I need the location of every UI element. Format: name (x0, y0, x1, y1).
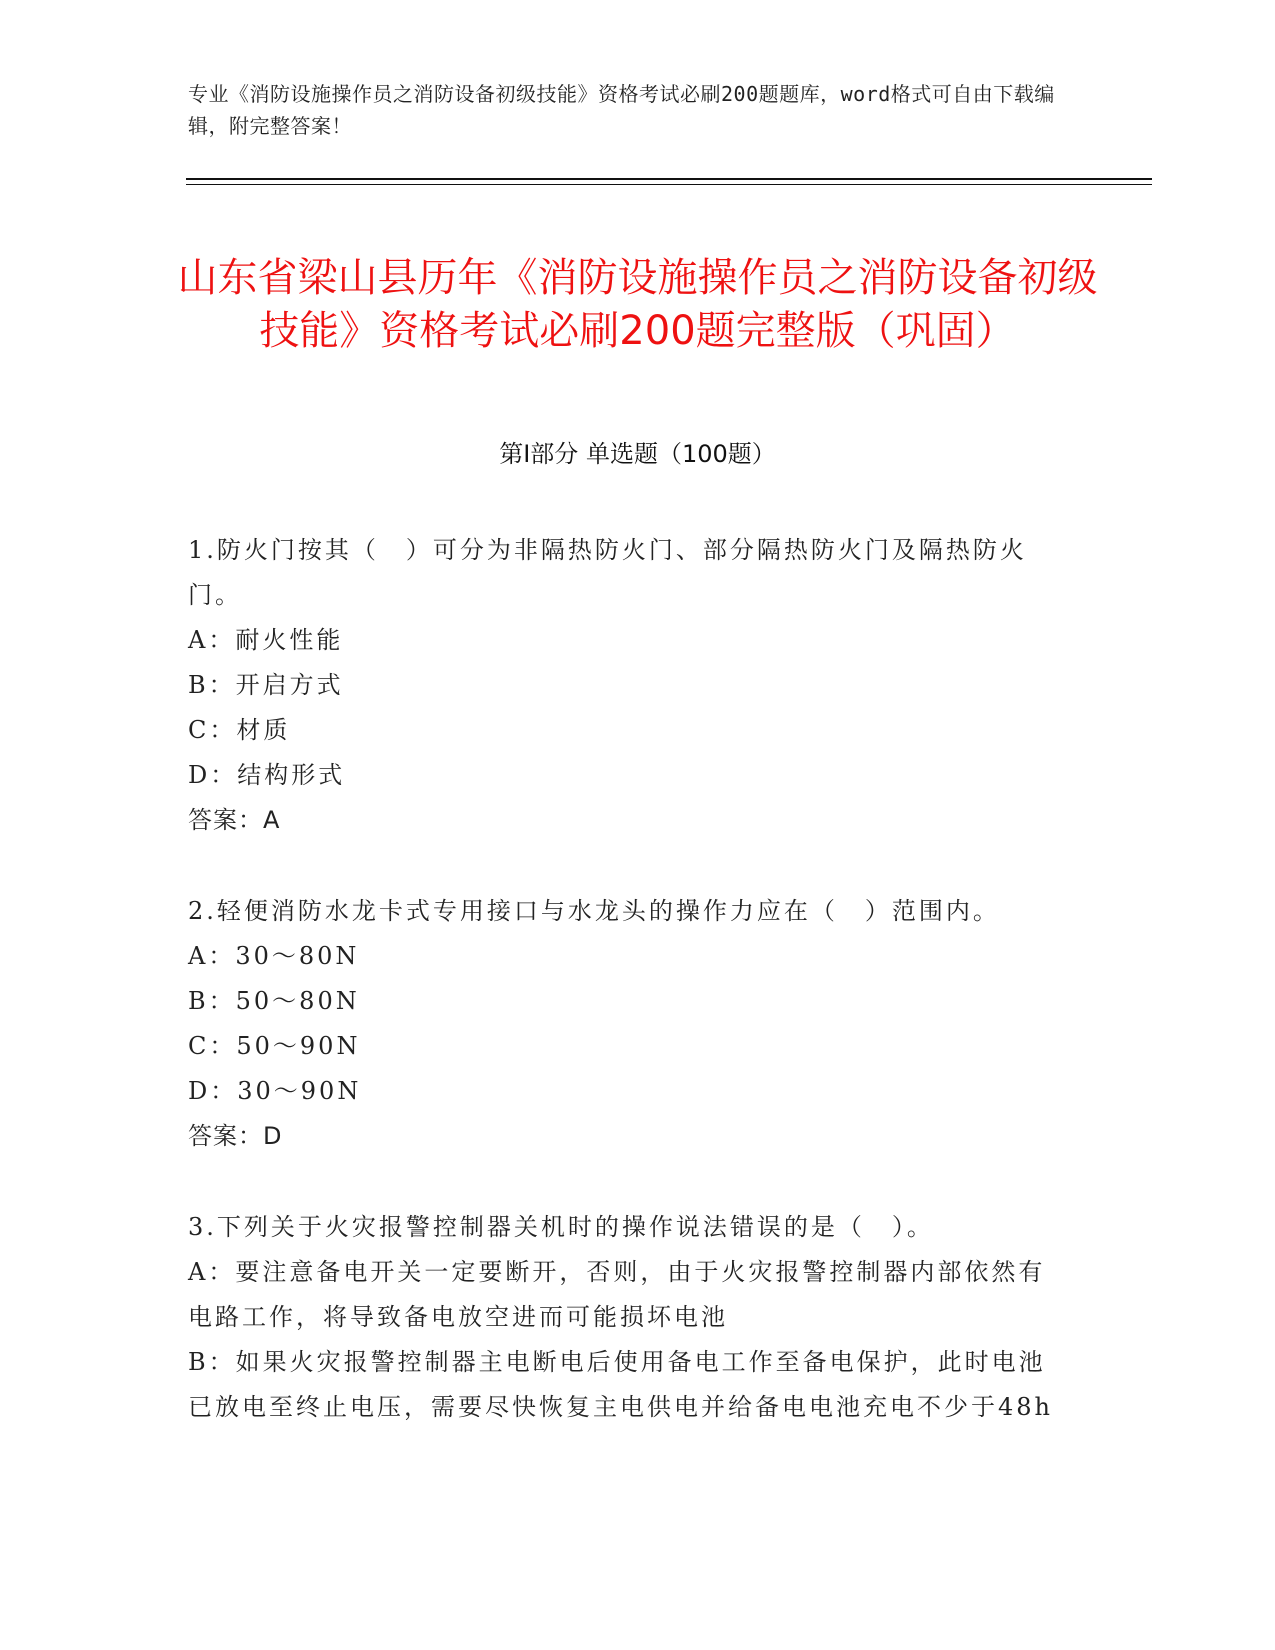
option-c: C：材质 (188, 716, 291, 744)
question-list (188, 528, 1068, 1476)
answer: 答案：A (188, 806, 281, 834)
option-b: B：如果火灾报警控制器主电断电后使用备电工作至备电保护，此时电池已放电至终止电压，需要尽快恢复主电供电并给备电电池充电不少于48h (188, 1348, 1053, 1421)
option-a: A：耐火性能 (188, 626, 344, 654)
section-heading: 第Ⅰ部分 单选题（100题） (499, 440, 776, 468)
document-title: 山东省梁山县历年《消防设施操作员之消防设备初级技能》资格考试必刷200题完整版（巩固） (177, 254, 1098, 354)
option-c: C：50～90N (188, 1032, 361, 1060)
question-stem: 3.下列关于火灾报警控制器关机时的操作说法错误的是（ ）。 (188, 1213, 934, 1241)
option-b: B：开启方式 (188, 671, 344, 699)
question-stem: 2.轻便消防水龙卡式专用接口与水龙头的操作力应在（ ）范围内。 (188, 897, 1000, 925)
header-rule-thin (186, 184, 1152, 185)
question-3 (188, 1205, 1068, 1430)
question-stem: 1.防火门按其（ ）可分为非隔热防火门、部分隔热防火门及隔热防火门。 (188, 536, 1027, 609)
option-d: D：30～90N (188, 1077, 362, 1105)
option-a: A：要注意备电开关一定要断开，否则，由于火灾报警控制器内部依然有电路工作，将导致备电放空进而可能损坏电池 (188, 1258, 1046, 1331)
option-b: B：50～80N (188, 987, 360, 1015)
question-1 (188, 528, 1068, 843)
header-note: 专业《消防设施操作员之消防设备初级技能》资格考试必刷200题题库，word格式可自由下载编辑，附完整答案！ (188, 82, 1055, 138)
option-d: D：结构形式 (188, 761, 346, 789)
answer: 答案：D (188, 1122, 283, 1150)
option-a: A：30～80N (188, 942, 360, 970)
header-rule-thick (186, 178, 1152, 180)
question-2 (188, 889, 1068, 1159)
